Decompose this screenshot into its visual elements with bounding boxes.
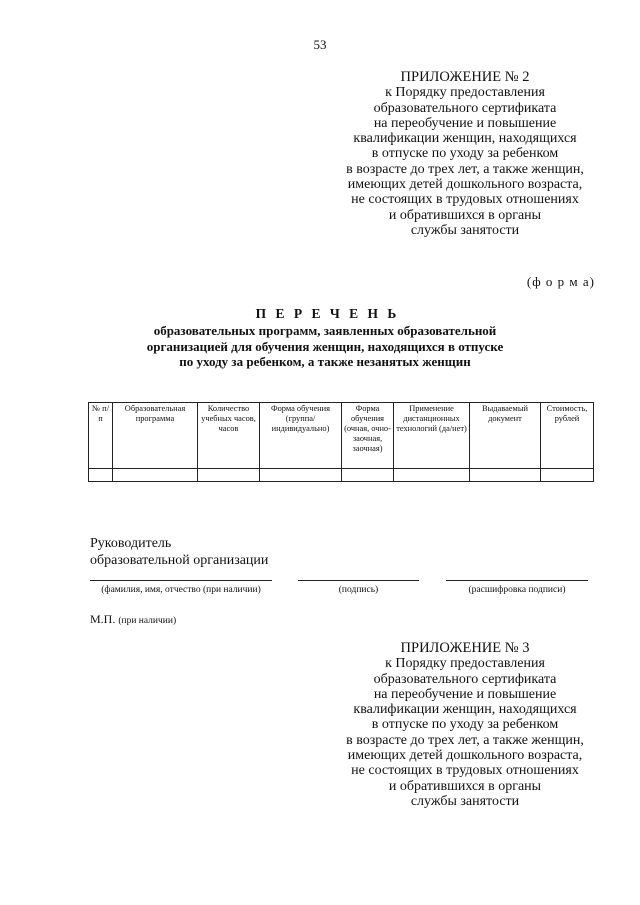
list-subtitle [90,323,560,370]
appendix-3-line: имеющих детей дошкольного возраста, [347,748,583,764]
appendix-3-line: к Порядку предоставления [385,656,545,672]
table-cell [342,469,394,482]
appendix-3-header [325,641,605,809]
appendix-2-line: квалификации женщин, находящихся [353,131,577,147]
signer-role-line: Руководитель [90,536,172,551]
table-cell [89,469,113,482]
header-hours: Количество учебных часов, часов [198,403,260,469]
appendix-3-title: ПРИЛОЖЕНИЕ № 3 [400,640,530,656]
appendix-3-line: в отпуске по уходу за ребенком [371,717,559,733]
appendix-2-line: в возрасте до трех лет, а также женщин, [346,161,584,177]
appendix-2-line: имеющих детей дошкольного возраста, [347,177,583,193]
table-cell [198,469,260,482]
name-signature-line [90,580,272,581]
table-header-row [89,403,594,469]
list-subtitle-line: по уходу за ребенком, а также незанятых женщин [179,354,471,369]
header-distance: Применение дистанционных технологий (да/нет) [394,403,470,469]
signature-caption: (подпись) [338,585,379,595]
appendix-2-line: в отпуске по уходу за ребенком [371,146,559,162]
appendix-2-line: к Порядку предоставления [385,85,545,101]
appendix-2-header [325,70,605,238]
appendix-3-line: образовательного сертификата [373,671,557,687]
programs-table [88,402,594,482]
table-row [89,469,594,482]
list-subtitle-line: образовательных программ, заявленных образовательной [153,323,497,338]
list-title: П Е Р Е Ч Е Н Ь [255,306,400,321]
decoding-signature-line [446,580,588,581]
appendix-2-line: и обратившихся в органы [388,207,542,223]
appendix-3-line: квалификации женщин, находящихся [353,702,577,718]
list-subtitle-line: организацией для обучения женщин, находящихся в отпуске [146,338,504,354]
header-document: Выдаваемый документ [470,403,541,469]
appendix-2-title: ПРИЛОЖЕНИЕ № 2 [400,69,530,85]
appendix-3-line: службы занятости [410,793,520,809]
appendix-2-line: на переобучение и повышение [373,115,557,131]
appendix-3-line: в возрасте до трех лет, а также женщин, [346,732,584,748]
appendix-3-line: на переобучение и повышение [373,686,557,702]
appendix-3-line: и обратившихся в органы [388,778,542,794]
stamp-place [90,612,176,627]
appendix-3-line: не состоящих в трудовых отношениях [351,763,579,779]
appendix-2-line: образовательного сертификата [373,100,557,116]
table-cell [541,469,594,482]
signer-role [90,535,268,569]
header-number: № п/п [89,403,113,469]
stamp-note: (при наличии) [118,616,177,626]
name-caption: (фамилия, имя, отчество (при наличии) [101,585,261,595]
table-cell [260,469,342,482]
appendix-2-line: службы занятости [410,222,520,238]
table-cell [470,469,541,482]
form-label: (ф о р м а) [526,274,595,289]
header-form-type: Форма обучения (очная, очно-заочная, заочная) [342,403,394,469]
stamp-label: М.П. [90,612,116,626]
page-number: 53 [313,37,327,52]
table-cell [113,469,198,482]
header-cost: Стоимость, рублей [541,403,594,469]
header-form-group: Форма обучения (группа/ индивидуально) [260,403,342,469]
signature-line [298,580,419,581]
table-cell [394,469,470,482]
appendix-2-line: не состоящих в трудовых отношениях [351,192,579,208]
decoding-caption: (расшифровка подписи) [468,585,566,595]
signer-role-line: образовательной организации [90,553,269,568]
header-program: Образовательная программа [113,403,198,469]
